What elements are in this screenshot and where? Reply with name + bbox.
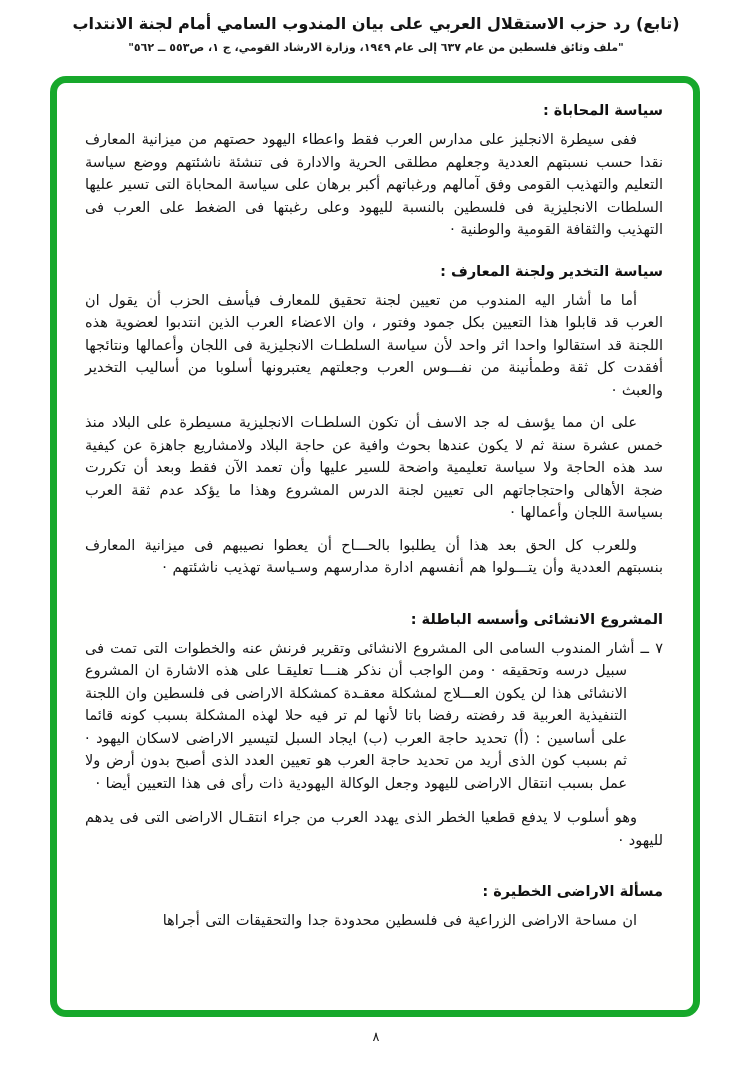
green-border-frame <box>50 76 700 1017</box>
numbered-paragraph <box>85 638 663 796</box>
paragraph: أما ما أشار اليه المندوب من تعيين لجنة تحقيق للمعارف فيأسف الحزب أن يقول ان العرب قد قابلوا هذا التعيين بكل جمود وفتور ، وان الاعضاء العرب الذين انتدبوا لعضوية هذه اللجنة قد استقالوا واحدا اثر واحد لأن سياسة السلطـات الانجليزية فى اللجان وأعمالها ونتائجها أفقدت كل ثقة وطمأنينة من نفـــوس العرب وجعلتهم يعتبرونها أسلوبا من أساليب التخدير والعبث · <box>85 292 663 399</box>
document-header <box>0 14 752 54</box>
paragraph: ان مساحة الاراضى الزراعية فى فلسطين محدودة جدا والتحقيقات التى أجراها <box>162 913 637 929</box>
list-item-text: أشار المندوب السامى الى المشروع الانشائى وتقرير فرنش عنه والخطوات التى تمت فى سبيل درسه وتحقيقه · ومن الواجب أن نذكر هنـــا تعليقـا على هذه الاشارة ان المشروع الانشائى هذا لن يكون العـــلاج لمشكلة معقـدة كمشكلة الاراضى فى فلسطين وان اللجنة التنفيذية العربية قد رفضته رفضا باتا لأنها لم تر فيه حلا لهذه المشكلة بسبب كونه قائما على أساسين : (أ) تحديد حاجة العرب (ب) ايجاد السبل لتيسير الاراضى لاسكان اليهود · ثم بسبب كون الذى أريد من تحديد حاجة العرب هو تعيين العدد الذى أصبح بدون أرض ولا عمل بسبب انتقال الاراضى لليهود وجعل الوكالة اليهودية ذات رأى فى هذا التعيين أيضا · <box>85 640 635 792</box>
document-source-citation: "ملف وثائق فلسطين من عام ٦٣٧ إلى عام ١٩٤٩، وزارة الارشاد القومي، ج ١، ص٥٥٣ ــ ٥٦٢" <box>128 41 624 54</box>
section-heading: المشروع الانشائى وأسسه الباطلة : <box>410 611 663 628</box>
paragraph: وللعرب كل الحق بعد هذا أن يطلبوا بالحـــاح أن يعطوا نصيبهم فى ميزانية المعارف بنسبتهم العددية وأن يتـــولوا هم أنفسهم ادارة مدارسهم وسـياسة تهذيب ناشئتهم · <box>85 537 663 576</box>
section-favoritism-policy <box>85 103 663 242</box>
paragraph: وهو أسلوب لا يدفع قطعيا الخطر الذى يهدد العرب من جراء انتقـال الاراضى التى فى يدهم لليهود · <box>85 810 663 849</box>
section-heading: سياسة التخدير ولجنة المعارف : <box>440 263 663 280</box>
section-construction-scheme <box>85 612 663 853</box>
paragraph: ففى سيطرة الانجليز على مدارس العرب فقط واعطاء اليهود حصتهم من ميزانية المعارف نقدا حسب نسبتهم العددية وجعلهم مطلقى الحرية والادارة فى تنشئة ناشئتهم ووضع سياسة التعليم والتهذيب القومى وفق آمالهم ورغباتهم أكبر برهان على سياسة المحاباة التى تسير عليها السلطات الانجليزية فى فلسطين بالنسبة لليهود وعلى رغبتها فى الضغط على العرب فى التهذيب والثقافة القومية والوطنية · <box>85 132 663 238</box>
section-anesthesia-policy-education-committee <box>85 264 663 580</box>
document-title: (تابع) رد حزب الاستقلال العربي على بيان المندوب السامي أمام لجنة الانتداب <box>72 14 680 33</box>
section-dangerous-lands-issue <box>85 884 663 933</box>
list-item-number: ٧ ــ <box>640 640 663 657</box>
page-number: ٨ <box>372 1030 380 1045</box>
paragraph: على ان مما يؤسف له جد الاسف أن تكون السلطـات الانجليزية مسيطرة على البلاد منذ خمس عشرة سنة ثم لا يكون عندها بحوث وافية عن حاجة البلاد ولامشاريع جاهزة عن كيفية سد هذه الحاجة ولا سياسة تعليمية واضحة للسير عليها وأن تعمد الآن فقط وبعد أن تكررت ضجة الأهالى واحتجاجاتهم الى تعيين لجنة الدرس المشروع وهذا ما يؤكد عدم ثقة العرب بسياسة اللجان وأعمالها · <box>85 415 663 521</box>
section-heading: سياسة المحاباة : <box>542 103 663 119</box>
section-heading: مسألة الاراضى الخطيرة : <box>482 884 663 900</box>
